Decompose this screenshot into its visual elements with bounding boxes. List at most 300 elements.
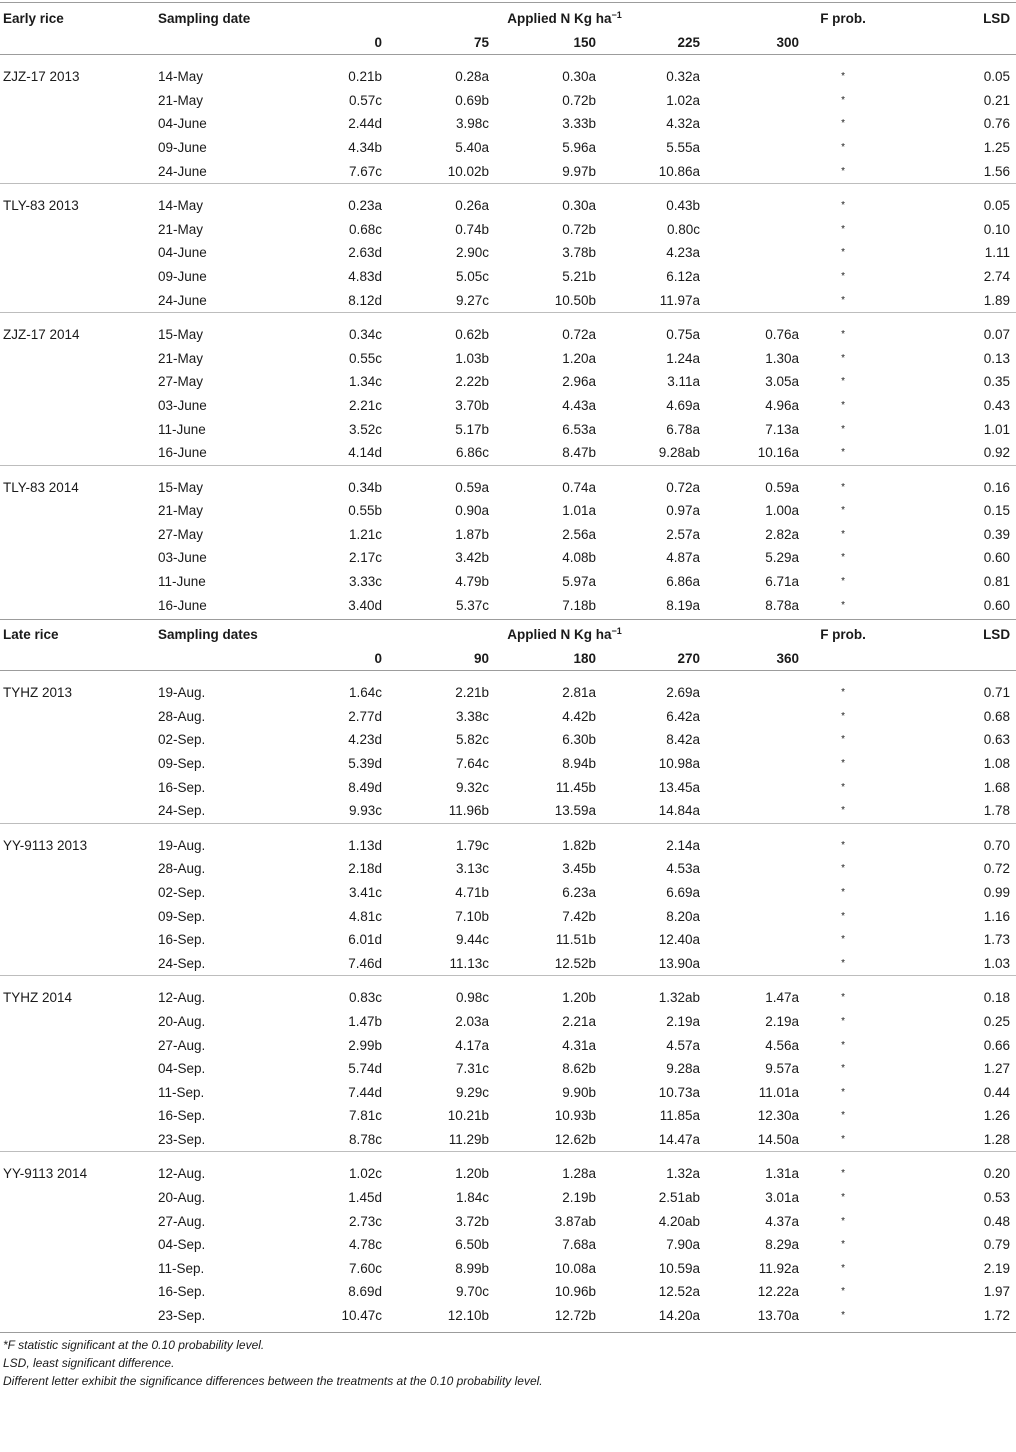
lsd-cell: 0.25 [983,1013,1011,1029]
biomass-value-cell [700,705,799,729]
lsd-cell: 0.10 [983,221,1011,237]
table-row [0,1280,1016,1304]
early-date-header: Sampling date [158,11,251,26]
footnote-fstat: *F statistic significant at the 0.10 probability level. [3,1338,265,1352]
biomass-value-cell: 4.87a [666,550,700,566]
lsd-cell: 1.11 [984,245,1011,261]
sampling-date-cell: 21-May [158,92,204,108]
section-rule [0,619,1016,620]
biomass-value-cell: 3.33c [348,574,382,590]
biomass-value-cell: 11.92a [758,1260,800,1276]
lsd-cell: 1.26 [983,1108,1011,1124]
biomass-value-cell: 4.57a [666,1037,700,1053]
table-row [0,570,1016,594]
early-group-header: Early rice [3,11,64,26]
biomass-value-cell: 3.78b [562,245,596,261]
early-rice-header [0,7,1016,55]
biomass-value-cell: 7.68a [562,1237,596,1253]
f-prob-cell: * [841,1262,846,1274]
biomass-value-cell: 0.72b [562,221,596,237]
sampling-date-cell: 09-June [158,139,207,155]
biomass-value-cell: 7.67c [348,163,382,179]
biomass-value-cell: 1.24a [666,350,700,366]
biomass-value-cell: 6.53a [562,421,596,437]
biomass-value-cell [700,881,799,905]
sampling-date-cell: 21-May [158,221,204,237]
biomass-value-cell: 8.49d [348,779,382,795]
biomass-value-cell: 7.90a [666,1237,700,1253]
f-prob-cell: * [841,94,846,106]
biomass-value-cell: 3.87ab [554,1213,596,1229]
sampling-date-cell: 27-May [158,374,204,390]
table-row [0,441,1016,465]
table-row [0,323,1016,347]
f-prob-cell: * [841,734,846,746]
biomass-value-cell: 1.32ab [658,990,700,1006]
f-prob-cell: * [841,1215,846,1227]
sampling-date-cell: 11-Sep. [158,1260,205,1276]
biomass-value-cell: 12.22a [757,1284,800,1300]
sampling-date-cell: 11-June [158,421,206,437]
biomass-value-cell: 9.29c [455,1084,489,1100]
sampling-date-cell: 24-Sep. [158,955,206,971]
biomass-value-cell: 7.10b [455,908,489,924]
sampling-date-cell: 04-June [158,116,207,132]
f-prob-cell: * [841,399,846,411]
biomass-value-cell: 5.74d [348,1061,382,1077]
early-rice-table [0,7,1016,617]
f-prob-cell: * [841,165,846,177]
sampling-date-cell: 09-Sep. [158,755,206,771]
biomass-value-cell: 1.31a [765,1166,800,1182]
biomass-value-cell: 4.83d [348,268,382,284]
cultivar-year-label: TLY-83 2014 [3,479,79,495]
footnote-letters: Different letter exhibit the significance differences between the treatments at the 0.10 probability level. [3,1374,543,1388]
late-group-header: Late rice [3,627,59,642]
biomass-value-cell [700,752,799,776]
cultivar-year-label: TLY-83 2013 [3,198,79,214]
biomass-value-cell: 2.90c [455,245,489,261]
biomass-value-cell: 0.59a [765,479,800,495]
early-level-0: 0 [374,34,382,50]
lsd-cell: 1.16 [983,908,1011,924]
biomass-value-cell: 6.50b [455,1237,489,1253]
biomass-value-cell: 12.72b [554,1308,596,1324]
biomass-value-cell: 2.82a [765,526,800,542]
biomass-value-cell [700,776,799,800]
sampling-date-cell: 04-Sep. [158,1061,206,1077]
biomass-value-cell: 4.78c [348,1237,382,1253]
lsd-cell: 2.74 [983,268,1011,284]
sampling-date-cell: 28-Aug. [158,708,206,724]
biomass-value-cell: 9.28ab [658,445,700,461]
biomass-value-cell: 2.19a [666,1013,700,1029]
f-prob-cell: * [841,1133,846,1145]
table-row [0,799,1016,823]
lsd-cell: 0.07 [983,327,1011,343]
sampling-date-cell: 04-June [158,245,207,261]
sampling-date-cell: 04-Sep. [158,1237,206,1253]
biomass-value-cell: 2.77d [348,708,382,724]
f-prob-cell: * [841,1086,846,1098]
biomass-value-cell: 2.21c [348,397,382,413]
biomass-value-cell: 0.68c [348,221,382,237]
biomass-value-cell: 4.34b [348,139,382,155]
biomass-value-cell: 10.73a [658,1084,700,1100]
biomass-value-cell: 2.18d [348,861,382,877]
biomass-value-cell: 8.62b [562,1061,596,1077]
biomass-value-cell: 0.34b [348,479,382,495]
biomass-value-cell: 9.93c [348,803,382,819]
biomass-value-cell: 2.21b [455,685,489,701]
table-row [0,1210,1016,1234]
sampling-date-cell: 23-Sep. [158,1308,206,1324]
biomass-value-cell: 8.69d [348,1284,382,1300]
lsd-cell: 0.16 [983,479,1011,495]
biomass-value-cell: 2.22b [455,374,489,390]
biomass-value-cell: 1.28a [562,1166,596,1182]
lsd-cell: 1.73 [983,932,1011,948]
f-prob-cell: * [841,1192,846,1204]
table-row [0,1257,1016,1281]
biomass-value-cell: 4.20ab [658,1213,700,1229]
biomass-value-cell [700,681,799,705]
biomass-value-cell [700,834,799,858]
lsd-cell: 0.15 [983,503,1011,519]
table-row [0,499,1016,523]
biomass-value-cell: 2.57a [666,526,700,542]
table-row [0,241,1016,265]
lsd-cell: 0.81 [983,574,1011,590]
lsd-cell: 0.53 [983,1190,1011,1206]
biomass-value-cell [700,112,799,136]
f-prob-cell: * [841,552,846,564]
biomass-value-cell: 11.13c [449,955,489,971]
table-row [0,347,1016,371]
biomass-value-cell: 0.74b [455,221,489,237]
biomass-value-cell: 4.32a [666,116,700,132]
biomass-value-cell: 1.79c [455,837,489,853]
f-prob-cell: * [841,934,846,946]
biomass-value-cell: 11.29b [448,1131,489,1147]
biomass-value-cell: 5.05c [455,268,489,284]
biomass-value-cell: 0.75a [666,327,700,343]
biomass-value-cell: 4.71b [455,884,489,900]
table-row [0,370,1016,394]
table-row [0,265,1016,289]
biomass-value-cell: 1.13d [348,837,382,853]
f-prob-cell: * [841,1168,846,1180]
biomass-value-cell: 2.81a [562,685,596,701]
lsd-cell: 1.89 [983,292,1011,308]
f-prob-cell: * [841,1015,846,1027]
sampling-date-cell: 15-May [158,479,204,495]
biomass-value-cell: 1.30a [765,350,800,366]
biomass-value-cell: 3.40d [348,597,382,613]
sampling-date-cell: 02-Sep. [158,732,206,748]
biomass-value-cell: 10.16a [757,445,800,461]
f-prob-cell: * [841,1110,846,1122]
biomass-value-cell: 0.80c [666,221,700,237]
sampling-date-cell: 23-Sep. [158,1131,206,1147]
biomass-value-cell: 1.32a [666,1166,700,1182]
f-prob-cell: * [841,599,846,611]
biomass-value-cell: 3.70b [455,397,489,413]
biomass-value-cell: 9.44c [455,932,489,948]
f-prob-cell: * [841,863,846,875]
table-row [0,857,1016,881]
late-rice-header [0,623,1016,671]
biomass-value-cell: 6.86c [455,445,489,461]
table-row [0,1233,1016,1257]
early-level-2: 150 [573,34,596,50]
sampling-date-cell: 24-June [158,163,207,179]
biomass-value-cell: 2.19b [562,1190,596,1206]
sampling-date-cell: 14-May [158,198,204,214]
table-row [0,476,1016,500]
table-row [0,1304,1016,1328]
biomass-value-cell: 2.56a [562,526,596,542]
lsd-cell: 0.43 [983,397,1011,413]
table-row [0,1128,1016,1152]
table-row [0,394,1016,418]
biomass-value-cell: 0.76a [765,327,800,343]
biomass-value-cell: 0.32a [666,69,700,85]
lsd-cell: 0.92 [983,445,1011,461]
biomass-value-cell: 4.17a [455,1037,489,1053]
biomass-value-cell: 13.70a [757,1308,800,1324]
biomass-value-cell: 7.42b [562,908,596,924]
lsd-cell: 0.13 [983,350,1011,366]
f-prob-cell: * [841,141,846,153]
cultivar-year-label: TYHZ 2014 [3,990,73,1006]
biomass-value-cell [700,952,799,976]
f-prob-cell: * [841,886,846,898]
f-prob-cell: * [841,1063,846,1075]
biomass-value-cell: 0.23a [348,198,382,214]
biomass-value-cell: 10.21b [447,1108,489,1124]
table-row [0,776,1016,800]
lsd-cell: 1.08 [983,755,1011,771]
biomass-value-cell: 11.01a [758,1084,800,1100]
biomass-value-cell [700,65,799,89]
sampling-date-cell: 21-May [158,350,204,366]
biomass-value-cell: 10.47c [341,1308,382,1324]
sampling-date-cell: 19-Aug. [158,685,206,701]
biomass-value-cell: 5.40a [455,139,489,155]
biomass-value-cell: 3.72b [455,1213,489,1229]
table-row [0,881,1016,905]
table-row [0,681,1016,705]
biomass-value-cell: 0.55b [348,503,382,519]
biomass-value-cell: 9.27c [455,292,489,308]
sampling-date-cell: 11-Sep. [158,1084,205,1100]
sampling-date-cell: 11-June [158,574,206,590]
biomass-value-cell: 8.78c [348,1131,382,1147]
cultivar-year-label: YY-9113 2013 [3,837,88,853]
biomass-value-cell: 2.21a [562,1013,596,1029]
biomass-value-cell: 0.69b [455,92,489,108]
biomass-value-cell: 5.21b [562,268,596,284]
biomass-value-cell: 5.17b [455,421,489,437]
sampling-date-cell: 02-Sep. [158,884,206,900]
f-prob-cell: * [841,1286,846,1298]
biomass-value-cell: 1.34c [348,374,382,390]
table-row [0,136,1016,160]
biomass-value-cell [700,160,799,184]
biomass-value-cell: 0.59a [455,479,489,495]
f-prob-cell: * [841,910,846,922]
lsd-cell: 0.79 [983,1237,1011,1253]
biomass-value-cell: 11.96b [448,803,489,819]
biomass-value-cell: 9.28a [666,1061,700,1077]
lsd-cell: 0.70 [983,837,1011,853]
f-prob-cell: * [841,1039,846,1051]
early-level-1: 75 [473,34,489,50]
lsd-cell: 0.05 [983,198,1011,214]
biomass-value-cell: 10.02b [447,163,489,179]
f-prob-cell: * [841,687,846,699]
sampling-date-cell: 16-June [158,597,207,613]
biomass-value-cell: 1.20a [562,350,596,366]
lsd-cell: 1.56 [983,163,1011,179]
biomass-value-cell: 3.42b [455,550,489,566]
sampling-date-cell: 09-June [158,268,207,284]
lsd-cell: 0.48 [983,1213,1011,1229]
table-row [0,218,1016,242]
f-prob-cell: * [841,118,846,130]
biomass-value-cell: 1.84c [455,1190,489,1206]
lsd-cell: 0.63 [983,732,1011,748]
table-row [0,1081,1016,1105]
biomass-value-cell: 4.43a [562,397,596,413]
lsd-cell: 1.25 [983,139,1011,155]
lsd-cell: 1.78 [983,803,1011,819]
biomass-value-cell: 14.47a [658,1131,700,1147]
biomass-value-cell: 1.47a [765,990,800,1006]
biomass-value-cell: 3.52c [348,421,382,437]
biomass-value-cell: 10.96b [554,1284,596,1300]
table-row [0,1057,1016,1081]
biomass-value-cell: 3.41c [348,884,382,900]
lsd-cell: 0.60 [983,597,1011,613]
f-prob-cell: * [841,481,846,493]
biomass-value-cell: 4.42b [562,708,596,724]
table-row [0,289,1016,313]
biomass-value-cell: 9.32c [455,779,489,795]
biomass-value-cell: 0.26a [455,198,489,214]
lsd-cell: 1.97 [983,1284,1011,1300]
biomass-value-cell: 4.14d [348,445,382,461]
biomass-value-cell: 0.98c [455,990,489,1006]
biomass-value-cell: 1.01a [562,503,596,519]
biomass-value-cell: 4.23d [348,732,382,748]
biomass-value-cell: 1.02a [666,92,700,108]
biomass-value-cell: 1.82b [562,837,596,853]
biomass-value-cell: 14.84a [658,803,700,819]
biomass-value-cell: 2.44d [348,116,382,132]
table-row [0,65,1016,89]
lsd-cell: 0.18 [983,990,1011,1006]
biomass-value-cell: 7.81c [348,1108,382,1124]
biomass-value-cell: 4.56a [765,1037,800,1053]
biomass-value-cell: 1.64c [348,685,382,701]
biomass-value-cell [700,728,799,752]
biomass-value-cell: 2.63d [348,245,382,261]
biomass-value-cell: 10.98a [658,755,700,771]
biomass-value-cell [700,89,799,113]
lsd-cell: 0.76 [983,116,1011,132]
lsd-cell: 0.71 [983,685,1011,701]
biomass-value-cell [700,241,799,265]
early-lsd-header: LSD [983,11,1011,26]
biomass-value-cell: 2.99b [348,1037,382,1053]
lsd-cell: 0.20 [983,1166,1011,1182]
biomass-value-cell: 10.08a [554,1260,596,1276]
biomass-value-cell: 0.62b [455,327,489,343]
biomass-value-cell: 1.00a [765,503,800,519]
f-prob-cell: * [841,352,846,364]
biomass-value-cell: 1.20b [455,1166,489,1182]
late-lsd-header: LSD [983,627,1011,642]
biomass-value-cell: 8.29a [765,1237,800,1253]
f-prob-cell: * [841,423,846,435]
biomass-value-cell: 6.01d [348,932,382,948]
table-row [0,1186,1016,1210]
sampling-date-cell: 27-Aug. [158,1037,206,1053]
lsd-cell: 2.19 [983,1260,1011,1276]
biomass-value-cell: 12.40a [658,932,700,948]
biomass-value-cell: 2.03a [455,1013,489,1029]
sampling-date-cell: 16-Sep. [158,1108,206,1124]
f-prob-cell: * [841,329,846,341]
table-row [0,928,1016,952]
biomass-value-cell: 1.20b [562,990,596,1006]
biomass-value-cell: 5.82c [455,732,489,748]
late-level-3: 270 [677,650,700,666]
biomass-value-cell: 3.45b [562,861,596,877]
biomass-value-cell: 8.78a [765,597,800,613]
biomass-value-cell: 6.69a [666,884,700,900]
biomass-value-cell: 6.23a [562,884,596,900]
biomass-value-cell: 6.86a [666,574,700,590]
biomass-value-cell: 6.71a [765,574,800,590]
late-applied-n-header: Applied N Kg $ha^{-1}$ [507,625,622,642]
biomass-value-cell: 5.29a [765,550,800,566]
biomass-value-cell: 7.13a [765,421,800,437]
footnote-lsd: LSD, least significant difference. [3,1356,175,1370]
biomass-value-cell: 8.47b [562,445,596,461]
biomass-value-cell: 9.90b [562,1084,596,1100]
biomass-value-cell: 11.51b [555,932,596,948]
biomass-value-cell: 2.96a [562,374,596,390]
biomass-value-cell: 8.12d [348,292,382,308]
sampling-date-cell: 16-Sep. [158,1284,206,1300]
early-applied-n-header: Applied N Kg $ha^{-1}$ [507,9,622,26]
biomass-value-cell: 7.18b [562,597,596,613]
table-row [0,594,1016,618]
table-row [0,1034,1016,1058]
early-rice-body [0,55,1016,618]
f-prob-cell: * [841,294,846,306]
biomass-value-cell: 0.83c [348,990,382,1006]
biomass-value-cell: 1.47b [348,1013,382,1029]
sampling-date-cell: 12-Aug. [158,1166,206,1182]
sampling-date-cell: 15-May [158,327,204,343]
biomass-value-cell: 0.72b [562,92,596,108]
biomass-value-cell: 3.01a [765,1190,800,1206]
biomass-value-cell: 6.12a [666,268,700,284]
